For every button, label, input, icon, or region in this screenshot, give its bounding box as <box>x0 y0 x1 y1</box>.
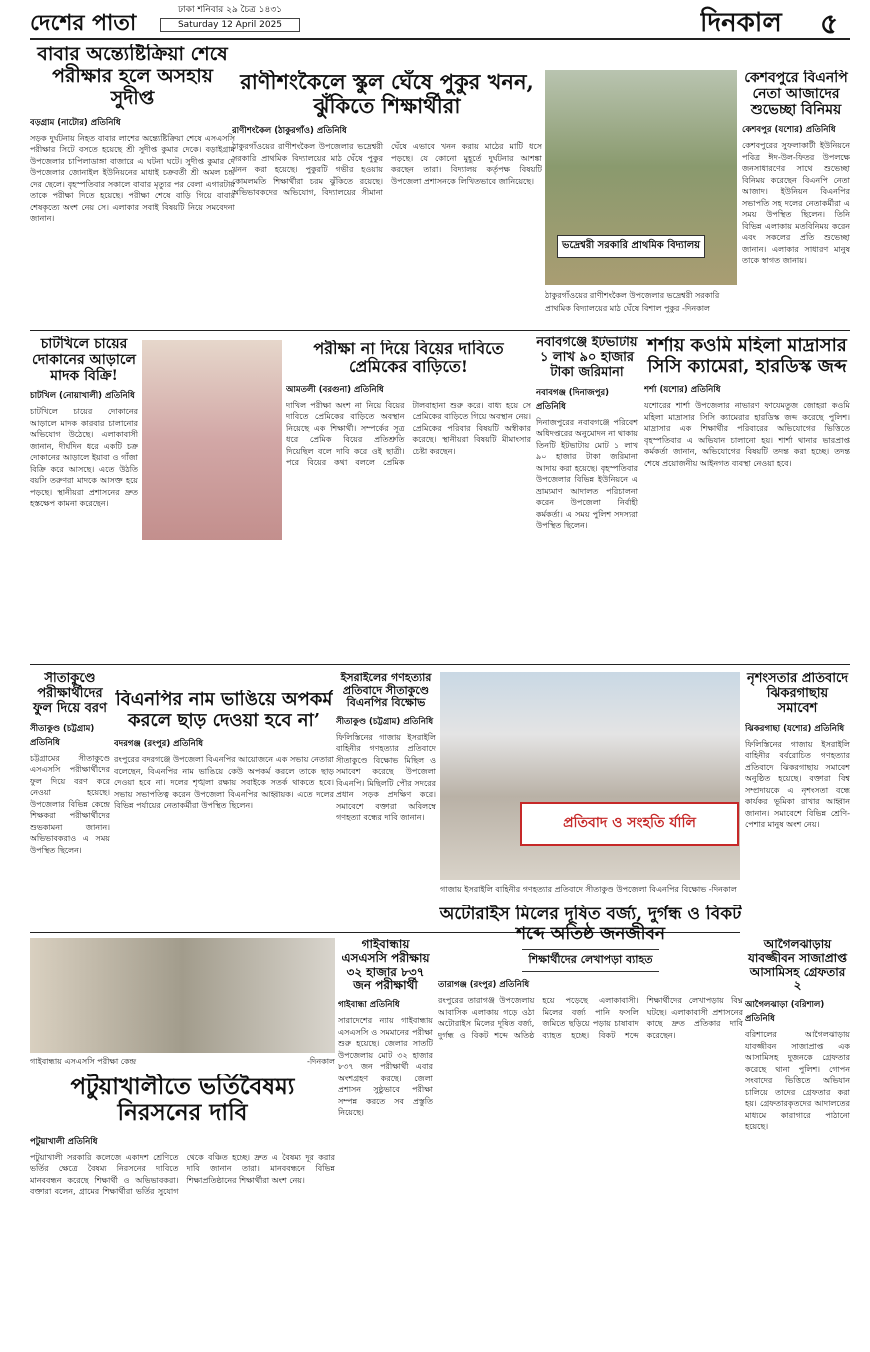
header-rule <box>30 38 850 40</box>
byline: সীতাকুণ্ড (চট্টগ্রাম) প্রতিনিধি <box>30 723 95 748</box>
article-body: রংপুরের তারাগঞ্জ উপজেলায় আবাসিক এলাকায় গড়ে ওঠা অটোরাইস মিলের দূষিত বর্জ্য, দুর্গন্ধ ও বিকট শব্দে অতিষ্ঠ হয়ে পড়েছে এলাকাবাসী। মিলের বর্জ্য পানি ফসলি জমিতে ছড়িয়ে পড়ায় চাষাবাদ ব্যাহত হচ্ছে। বিকট শব্দে শিক্ষার্থীদের লেখাপড়ায় বিঘ্ন ঘটছে। এলাকাবাসী প্রশাসনের কাছে দ্রুত প্রতিকার দাবি করেছেন। <box>438 996 743 1040</box>
article-agailjhara <box>745 938 850 1348</box>
article-body: সড়ক দুর্ঘটনায় নিহত বাবার লাশের অন্ত্যেষ্টিক্রিয়া শেষে এসএসসি পরীক্ষার সিটে বসতে হয়েছে শ্রী সুদীপ্ত কুমার দেকে। বড়াইগ্রাম উপজেলার চাপিলাডাঙ্গা বাজারে এ ঘটনা ঘটে। সুদীপ্ত কুমার দে উপজেলার জোনাইল ইউনিয়নের মাধাই চক্রবর্তী শ্রী অমল চন্দ্র দের ছেলে। বৃহস্পতিবার সকালে বাবার মৃত্যুর পর বেলা এগারটায় তাকে পরীক্ষা দিতে হয়েছে। পরীক্ষা শেষে বাড়ি গিয়ে বাবার শেষকৃত্যে অংশ নেয় সে। এলাকার সবাই বিষয়টি নিয়ে সমবেদনা জানান। <box>30 133 235 224</box>
page-number: ৫ <box>820 7 839 38</box>
byline: তারাগঞ্জ (রংপুর) প্রতিনিধি <box>438 980 530 991</box>
article-patuakhali <box>30 1074 335 1350</box>
subtitle: শিক্ষার্থীদের লেখাপড়া ব্যাহত <box>522 949 658 972</box>
byline: চাটখিল (নোয়াখালী) প্রতিনিধি <box>30 391 135 402</box>
article-body: ফিলিস্তিনের গাজায় ইসরাইলি বাহিনীর গণহত্যার প্রতিবাদে সীতাকুণ্ডে বিক্ষোভ মিছিল ও সমাবেশ করেছে উপজেলা বিএনপি। মিছিলটি পৌর সদরের প্রধান সড়ক প্রদক্ষিণ করে। সমাবেশে বক্তারা অবিলম্বে গণহত্যা বন্ধের দাবি জানান। <box>336 732 436 823</box>
article-badarganj <box>114 690 334 930</box>
article-body: বরিশালের আগৈলঝাড়ায় যাবজ্জীবন সাজাপ্রাপ্ত এক আসামিসহ দুজনকে গ্রেফতার করেছে থানা পুলিশ। গোপন সংবাদের ভিত্তিতে অভিযান চালিয়ে তাদের গ্রেফতার করা হয়। গ্রেফতারকৃতদের আদালতের মাধ্যমে কারাগারে পাঠানো হয়েছে। <box>745 1030 850 1132</box>
masthead-logo <box>700 2 830 38</box>
headline: কেশবপুরে বিএনপি নেতা আজাদের শুভেচ্ছা বিনিময় <box>744 70 848 119</box>
byline: আমতলী (বরগুনা) প্রতিনিধি <box>286 384 384 395</box>
article-keshabpur <box>742 70 850 350</box>
photo-exam-hall <box>30 938 335 1053</box>
article-sudipta <box>30 44 235 344</box>
article-body: পটুয়াখালী সরকারি কলেজে একাদশ শ্রেণিতে ভর্তির ক্ষেত্রে বৈষম্য নিরসনের দাবিতে মানববন্ধন করেছে শিক্ষার্থী ও অভিভাবকরা। বক্তারা বলেন, গ্রামের শিক্ষার্থীরা ভর্তির সুযোগ থেকে বঞ্চিত হচ্ছে। দ্রুত এ বৈষম্য দূর করার দাবি জানান তারা। মানববন্ধনে বিভিন্ন শিক্ষাপ্রতিষ্ঠানের শিক্ষার্থীরা অংশ নেয়। <box>30 1152 335 1197</box>
caption-credit: -দিনকাল <box>306 1057 335 1066</box>
caption-text: গাইবান্ধায় এসএসসি পরীক্ষা কেন্দ্র <box>30 1057 137 1066</box>
protest-banner: প্রতিবাদ ও সংহতি র্যালি <box>520 802 739 846</box>
date-block <box>160 4 300 34</box>
article-body: চাটখিলে চায়ের দোকানের আড়ালে মাদক কারবার চালানোর অভিযোগ উঠেছে। এলাকাবাসী জানান, দীর্ঘদিন ধরে একটি চক্র দোকানের আড়ালে ইয়াবা ও গাঁজা বিক্রি করে আসছে। এতে উঠতি বয়সি তরুণরা মাদকে আসক্ত হয়ে পড়ছে। স্থানীয়রা প্রশাসনের দ্রুত হস্তক্ষেপ কামনা করেছেন। <box>30 407 138 509</box>
photo-caption <box>440 884 740 900</box>
photo-girl <box>142 340 282 540</box>
headline: আগৈলঝাড়ায় যাবজ্জীবন সাজাপ্রাপ্ত আসামিসহ গ্রেফতার ২ <box>747 938 848 993</box>
school-sign: ভদ্রেশ্বরী সরকারি প্রাথমিক বিদ্যালয় <box>557 235 705 258</box>
logo-text: দিনকাল <box>700 8 782 38</box>
row-rule <box>30 330 850 331</box>
byline: রাণীশংকৈল (ঠাকুরগাঁও) প্রতিনিধি <box>232 126 347 137</box>
article-body: সারাদেশের ন্যায় গাইবান্ধায় এসএসসি ও সমমানের পরীক্ষা শুরু হয়েছে। জেলার সাতটি উপজেলায় মোট ৩২ হাজার ৮৩৭ জন পরীক্ষার্থী এবার অংশগ্রহণ করছে। জেলা প্রশাসন সুষ্ঠুভাবে পরীক্ষা সম্পন্ন করতে সব প্রস্তুতি নিয়েছে। <box>338 1016 433 1118</box>
caption-credit: -দিনকাল <box>708 885 737 894</box>
photo-protest <box>440 672 740 880</box>
article-gaibandha <box>338 938 433 1350</box>
headline: গাইবান্ধায় এসএসসি পরীক্ষায় ৩২ হাজার ৮৩৭ জন পরীক্ষার্থী <box>341 938 430 993</box>
date-en: Saturday 12 April 2025 <box>160 18 300 32</box>
byline: পটুয়াখালী প্রতিনিধি <box>30 1136 98 1147</box>
article-body: ফিলিস্তিনের গাজায় ইসরাইলি বাহিনীর বর্বরোচিত গণহত্যার প্রতিবাদে ঝিকরগাছায় সমাবেশ অনুষ্ঠিত হয়েছে। বক্তারা বিশ্ব সম্প্রদায়কে এ নৃশংসতা বন্ধে কার্যকর ভূমিকা রাখার আহ্বান জানান। সমাবেশে বিভিন্ন শ্রেণি-পেশার মানুষ অংশ নেয়। <box>745 739 850 830</box>
photo-school-pond <box>545 70 737 285</box>
headline: সীতাকুণ্ডে পরীক্ষার্থীদের ফুল দিয়ে বরণ <box>33 672 107 716</box>
byline: আগৈলঝাড়া (বরিশাল) প্রতিনিধি <box>745 1000 825 1025</box>
article-ranisankail <box>232 70 542 370</box>
headline: ইসরাইলের গণহত্যার প্রতিবাদে সীতাকুণ্ডে বিএনপির বিক্ষোভ <box>340 672 432 710</box>
byline: বড়গ্রাম (নাটোর) প্রতিনিধি <box>30 117 121 128</box>
article-sharsha <box>644 336 850 666</box>
headline: রাণীশংকৈলে স্কুল ঘেঁষে পুকুর খনন, ঝুঁকিতে শিক্ষার্থীরা <box>240 70 534 119</box>
byline: শর্শা (যশোর) প্রতিনিধি <box>644 385 721 396</box>
headline: নৃশংসতার প্রতিবাদে ঝিকরগাছায় সমাবেশ <box>746 672 849 716</box>
article-sitakunda-protest <box>336 672 436 930</box>
row-rule <box>30 664 850 665</box>
article-body: যশোরের শার্শা উপজেলার নাভারণ ফাযেমতুজ জোহরা কওমি মহিলা মাদ্রাসার সিসি ক্যামেরার হারডিস্ক জব্দ করেছে পুলিশ। মাদ্রাসার এক শিক্ষার্থীর পরিবারের অভিযোগের ভিত্তিতে বৃহস্পতিবার এ অভিযান চালানো হয়। শার্শা থানার ভারপ্রাপ্ত কর্মকর্তা জানান, অভিযোগের বিষয়টি তদন্ত করা হচ্ছে। তদন্ত শেষে প্রয়োজনীয় আইনগত ব্যবস্থা নেওয়া হবে। <box>644 401 850 468</box>
article-jhikargachha <box>745 672 850 930</box>
headline: অটোরাইস মিলের দূষিত বর্জ্য, দুর্গন্ধ ও বিকট শব্দে অতিষ্ঠ জনজীবন <box>439 905 742 944</box>
article-body: চট্টগ্রামের সীতাকুণ্ডে এসএসসি পরীক্ষার্থীদের ফুল দিয়ে বরণ করে নেওয়া হয়েছে। উপজেলার বিভিন্ন কেন্দ্রে শিক্ষকরা পরীক্ষার্থীদের শুভকামনা জানান। অভিভাবকরাও এ সময় উপস্থিত ছিলেন। <box>30 753 110 855</box>
article-body: দাখিল পরীক্ষা অংশ না নিয়ে বিয়ের দাবিতে প্রেমিকের বাড়িতে অবস্থান নিয়েছে এক শিক্ষার্থী। সম্পর্কের সূত্র ধরে প্রেমিক বিয়ের প্রতিশ্রুতি দিয়েছিল বলে দাবি করে ওই ছাত্রী। পরে বিয়ের কথা বললে প্রেমিক টালবাহানা শুরু করে। বাধ্য হয়ে সে প্রেমিকের বাড়িতে গিয়ে অবস্থান নেয়। প্রেমিকের পরিবার বিষয়টি অস্বীকার করেছে। স্থানীয়রা বিষয়টি মীমাংসার চেষ্টা করছেন। <box>286 400 531 468</box>
headline: পটুয়াখালীতে ভর্তিবৈষম্য নিরসনের দাবি <box>70 1074 295 1127</box>
article-amtali <box>286 340 531 660</box>
byline: নবাবগঞ্জ (দিনাজপুর) প্রতিনিধি <box>536 387 610 412</box>
article-body: ঠাকুরগাঁওয়ের রাণীশংকৈল উপজেলার ভদ্রেশ্বরী সরকারি প্রাথমিক বিদ্যালয়ের মাঠ ঘেঁষে পুকুর খনন করা হয়েছে। পুকুরটি গভীর হওয়ায় কোমলমতি শিক্ষার্থীরা চরম ঝুঁকিতে রয়েছে। অভিভাবকদের অভিযোগ, বিদ্যালয়ের সীমানা ঘেঁষে এভাবে খনন করায় মাঠের মাটি ধসে পড়ছে। যে কোনো মুহূর্তে দুর্ঘটনার আশঙ্কা করছেন তারা। বিদ্যালয় কর্তৃপক্ষ বিষয়টি উপজেলা প্রশাসনকে লিখিতভাবে জানিয়েছে। <box>232 142 542 198</box>
byline: গাইবান্ধা প্রতিনিধি <box>338 1000 400 1011</box>
headline: নবাবগঞ্জে ইটভাটায় ১ লাখ ৯০ হাজার টাকা জরিমানা <box>536 336 638 380</box>
headline: চাটখিলে চায়ের দোকানের আড়ালে মাদক বিক্রি! <box>32 336 136 385</box>
article-targanj <box>438 905 743 1345</box>
byline: কেশবপুর (যশোর) প্রতিনিধি <box>742 125 836 136</box>
article-body: কেশবপুরের সুফলাকাটী ইউনিয়নে পবিত্র ঈদ-উল-ফিতর উপলক্ষে জনসাধারণের সাথে শুভেচ্ছা বিনিময় করেছেন বিএনপি নেতা আজাদ। ইউনিয়ন বিএনপির সভাপতি সহ দলের নেতাকর্মীরা এ সময় উপস্থিত ছিলেন। তিনি বিভিন্ন এলাকায় মতবিনিময় করেন এবং সকলের প্রতি শুভেচ্ছা জানান। এলাকার সাধারণ মানুষ তাকে স্বাগত জানায়। <box>742 141 850 266</box>
caption-credit: -দিনকাল <box>681 304 710 313</box>
byline: ঝিকরগাছা (যশোর) প্রতিনিধি <box>745 723 845 734</box>
date-bn: ঢাকা শনিবার ২৯ চৈত্র ১৪৩১ <box>177 5 283 15</box>
section-title: দেশের পাতা <box>30 10 137 36</box>
headline: পরীক্ষা না দিয়ে বিয়ের দাবিতে প্রেমিকের বাড়িতে! <box>313 340 504 377</box>
article-nawabganj <box>536 336 638 666</box>
article-sitakunda-flowers <box>30 672 110 932</box>
headline: বিএনপির নাম ভাঙিয়ে অপকর্ম করলে ছাড় দেওয়া হবে না’ <box>115 690 333 731</box>
caption-text: গাজায় ইসরাইলি বাহিনীর গণহত্যার প্রতিবাদে সীতাকুণ্ড উপজেলা বিএনপির বিক্ষোভ <box>440 885 707 894</box>
article-body: রংপুরের বদরগঞ্জে উপজেলা বিএনপির আয়োজনে এক সভায় নেতারা বলেছেন, বিএনপির নাম ভাঙিয়ে কেউ অপকর্ম করলে তাকে ছাড় দেওয়া হবে না। দলের শৃঙ্খলা রক্ষায় সবাইকে সতর্ক থাকতে হবে। সভায় সভাপতিত্ব করেন উপজেলা বিএনপির আহ্বায়ক। এতে দলের বিভিন্ন পর্যায়ের নেতাকর্মীরা উপস্থিত ছিলেন। <box>114 755 334 811</box>
article-chatkhil <box>30 336 138 636</box>
article-body: দিনাজপুরের নবাবগঞ্জে পরিবেশ অধিদপ্তরের অনুমোদন না থাকায় তিনটি ইটভাটায় মোট ১ লাখ ৯০ হাজার টাকা জরিমানা আদায় করা হয়েছে। বৃহস্পতিবার উপজেলার বিভিন্ন ইউনিয়নে এ ভ্রাম্যমাণ আদালত পরিচালনা করেন উপজেলা নির্বাহী কর্মকর্তা। এ সময় পুলিশ সদস্যরা উপস্থিত ছিলেন। <box>536 417 638 531</box>
byline: বদরগঞ্জ (রংপুর) প্রতিনিধি <box>114 739 204 750</box>
photo-caption <box>30 1056 335 1070</box>
subtitle-wrap <box>438 948 743 972</box>
byline: সীতাকুণ্ড (চট্টগ্রাম) প্রতিনিধি <box>336 716 434 727</box>
headline: বাবার অন্ত্যেষ্টিক্রিয়া শেষে পরীক্ষার হলে অসহায় সুদীপ্ত <box>37 44 228 109</box>
headline: শর্শায় কওমি মহিলা মাদ্রাসার সিসি ক্যামেরা, হারডিস্ক জব্দ <box>647 336 847 377</box>
photo-caption <box>545 290 737 324</box>
caption-text: ঠাকুরগাঁওয়ের রাণীশংকৈল উপজেলার ভদ্রেশ্বরী সরকারি প্রাথমিক বিদ্যালয়ের মাঠ ঘেঁষে বিশাল পুকুর <box>545 291 720 313</box>
